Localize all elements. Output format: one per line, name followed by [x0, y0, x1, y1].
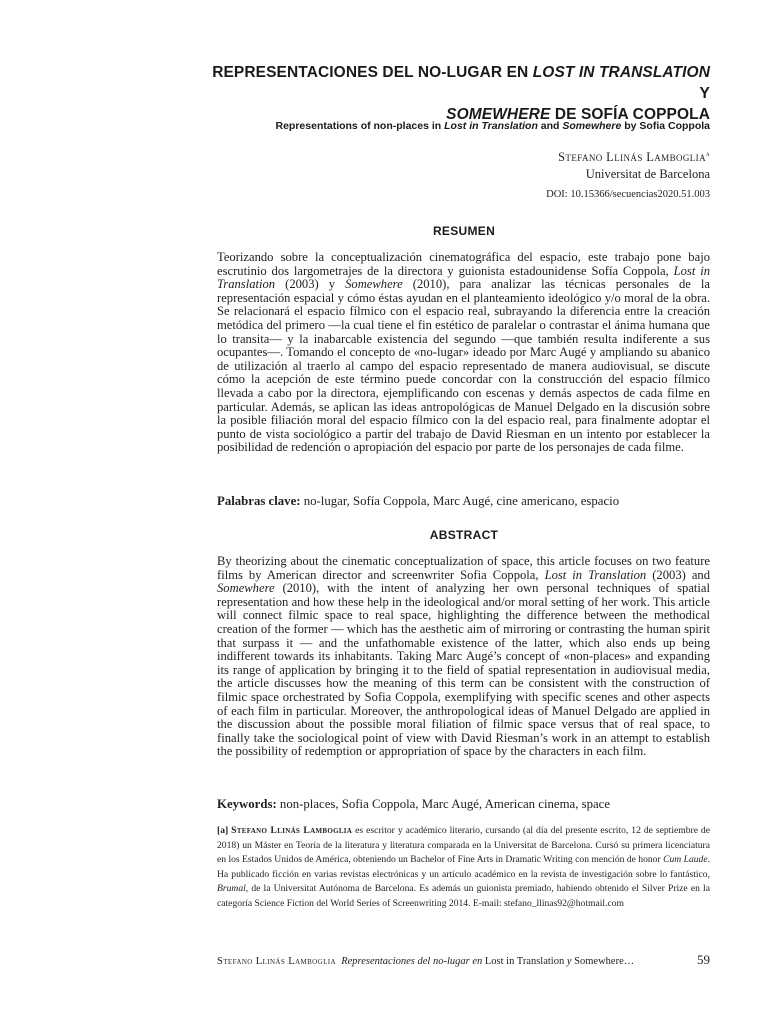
abstract-heading: ABSTRACT — [429, 528, 499, 542]
author-block — [546, 146, 710, 203]
article-title-line-2: SOMEWHERE DE SOFÍA COPPOLA — [446, 106, 710, 123]
resumen-heading: RESUMEN — [432, 224, 496, 238]
article-title-line-1: REPRESENTACIONES DEL NO-LUGAR EN LOST IN TRANSLATION Y — [212, 64, 710, 102]
keywords: Keywords: non-places, Sofia Coppola, Marc Augé, American cinema, space — [217, 797, 611, 811]
abstract-paragraph: By theorizing about the cinematic conceptualization of space, this article focuses on two feature films by American director and screenwriter Sofia Coppola, Lost in Translation (2003) and Somewhere (2010), with the intent of analyzing her own personal techniques of spatial representation and how these help in the ideological and/or moral setting of her work. This article will connect filmic space to real space, highlighting the difference between the methodical creation of the former — which has the aesthetic aim of mirroring or contrasting the human spirit that surpass it — and the unfathomable existence of the latter, which also ends up being indifferent towards its inhabitants. Taking Marc Augé’s concept of «non-places» and expanding its range of application by bringing it to the field of spatial representation in audiovisual media, the article discusses how the meaning of this term can be consistent with the construction of filmic space orchestrated by Sofia Coppola, exemplifying with specific scenes and other aspects of each film in particular. Moreover, the anthropological ideas of Manuel Delgado are applied in the discussion about the possible moral filiation of filmic space versus that of real space, to finally take the sociological point of view with David Riesman’s work in an attempt to establish the possibility of redemption or appropriation of space by the characters in each film. — [217, 554, 711, 759]
author-footnote-marker: a — [705, 150, 710, 158]
article-title — [200, 62, 710, 125]
author-affiliation: Universitat de Barcelona — [585, 167, 710, 182]
author-name: Stefano Llinás Lamboglia$^a$ — [558, 150, 710, 165]
author-footnote: [a] Stefano Llinás Lamboglia es escritor y académico literario, cursando (al día del presente escrito, 12 de septiembre de 2018) un Máster en Teoría de la literatura y literatura comparada en la Universitat de Barcelona. Cursó su primera licenciatura en los Estados Unidos de América, obteniendo un Bachelor of Fine Arts in Dramatic Writing con mención de honor Cum Laude. Ha publicado ficción en varias revistas electrónicas y un artículo académico en la revista de investigación sobre lo fantástico, Brumal, de la Universitat Autónoma de Barcelona. Es además un guionista premiado, habiendo obtenido el Silver Prize en la categoría Science Fiction del World Series of Screenwriting 2014. E-mail: stefano_llinas92@hotmail.com — [217, 825, 710, 909]
resumen-paragraph: Teorizando sobre la conceptualización cinematográfica del espacio, este trabajo pone bajo escrutinio dos largometrajes de la directora y guionista estadounidense Sofía Coppola, Lost in Translation (2003) y Somewhere (2010), para analizar las técnicas personales de la representación espacial y cómo éstas ayudan en el planteamiento ideológico y/o moral de la obra. Se relacionará el espacio fílmico con el espacio real, subrayando la diferencia entre la creación metódica del primero —la cual tiene el fin estético de paralelar o contrastar el ánima humana que lo transita— y la inabarcable existencia del segundo —que también resulta indiferente a sus ocupantes—. Tomando el concepto de «no-lugar» ideado por Marc Augé y ampliando su abanico de utilización al traerlo al campo del espacio representado de manera audiovisual, se discute cómo la acepción de este término puede concordar con la construcción del espacio fílmico llevada a cabo por la directora, ejemplificando con escenas y demás aspectos de cada filme en particular. Además, se aplican las ideas antropológicas de Manuel Delgado en la discusión sobre la posible filiación moral del espacio fílmico con la del espacio real, para finalmente adoptar el punto de vista sociológico a partir del trabajo de David Riesman en un intento por establecer la posibilidad de redención o apropiación del espacio por parte de los personajes de cada filme. — [217, 250, 710, 455]
page-number: 59 — [697, 952, 710, 967]
running-title: Stefano Llinás Lamboglia Representaciones del no-lugar en Lost in Translation y Somewhere… — [217, 956, 635, 967]
english-title: Representations of non-places in Lost in Translation and Somewhere by Sofia Coppola — [275, 120, 710, 132]
doi: DOI: 10.15366/secuencias2020.51.003 — [546, 189, 710, 201]
palabras-clave: Palabras clave: no-lugar, Sofía Coppola, Marc Augé, cine americano, espacio — [217, 494, 620, 508]
running-footer — [217, 952, 710, 968]
